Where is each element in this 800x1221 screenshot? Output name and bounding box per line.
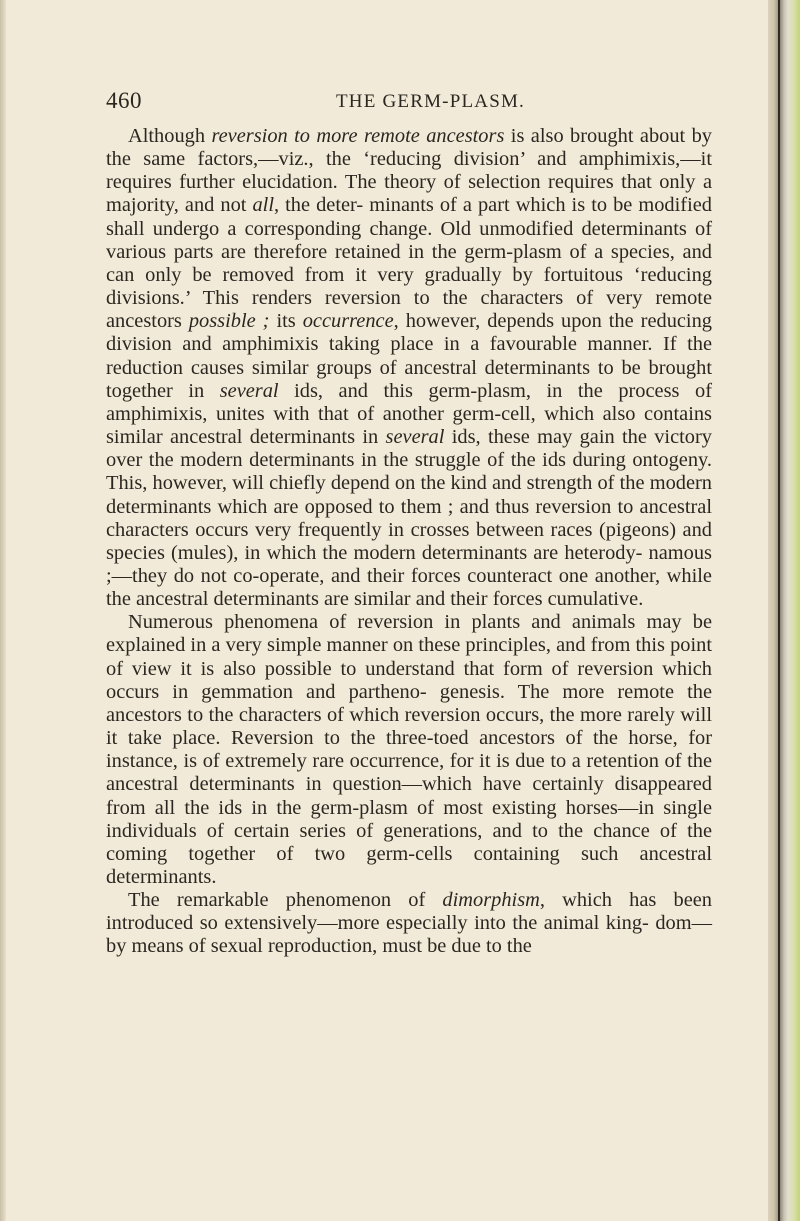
paragraph [106,889,712,958]
text-run: , however, depends upon the reducing division and amphimixis taking place in a favourable manner. If the reduction causes similar groups of ancestral determinants to be brought together in [106,310,712,402]
paragraph [106,125,712,611]
binding-line [778,0,780,1221]
text-run: ids, and this germ-plasm, in the process of amphimixis, unites with that of another germ-cell, which also contains similar ancestral determinants in [106,379,712,449]
italic-phrase: several [385,426,445,449]
text-run: its [269,310,303,333]
text-run: , the deter- minants of a part which is to be modified shall undergo a corresponding change. Old unmodified determinants of various parts are therefore retained in the germ-plasm of a species, and can only be removed from it very gradually by fortuitous ‘reducing divisions.’ This renders reversion to the characters of very remote ancestors [106,194,712,333]
paragraph [106,611,712,889]
page-left-edge [0,0,6,1221]
text-run: ids, these may gain the victory over the modern determinants in the struggle of the ids during ontogeny. This, however, will chiefly depend on the kind and strength of the modern determinants which are opposed to them ; and thus reversion to ancestral characters occurs very frequently in crosses between races (pigeons) and species (mules), in which the modern determinants are heterody- namous ;—they do not co-operate, and their forces counteract one another, while the ancestral determinants are similar and their forces cumulative. [106,426,712,611]
text-run: is also brought about by the same factors,—viz., the ‘reducing division’ and amphimixis,—it requires further elucidation. The theory of selection requires that only a majority, and not [106,125,712,217]
page-number: 460 [106,88,142,113]
text-run: , which has been introduced so extensively—more especially into the animal king- dom—by means of sexual reproduction, must be due to the [106,889,712,958]
italic-phrase: several [219,379,279,402]
italic-phrase: possible ; [188,310,270,333]
running-title: THE GERM-PLASM. [336,91,526,112]
italic-phrase: all [252,194,274,217]
italic-phrase: reversion to more remote ancestors [211,125,505,147]
italic-phrase: dimorphism [442,889,540,912]
text-run: Numerous phenomena of reversion in plants and animals may be explained in a very simple manner on these principles, and from this point of view it is also possible to understand that form of reversion which occurs in gemmation and partheno- genesis. The more remote the ancestors to the characters of which reversion occurs, the more rarely will it take place. Reversion to the three-toed ancestors of the horse, for instance, is of extremely rare occurrence, for it is due to a retention of the ancestral determinants in question—which have certainly disappeared from all the ids in the germ-plasm of most existing horses—in single individuals of certain series of generations, and to the chance of the coming together of two germ-cells containing such ancestral determinants. [106,611,712,888]
text-run: The remarkable phenomenon of [128,889,443,912]
body-text [106,125,712,959]
italic-phrase: occurrence [302,310,394,333]
running-head [0,88,768,118]
text-run: Although [128,125,212,147]
book-binding-edge [768,0,800,1221]
